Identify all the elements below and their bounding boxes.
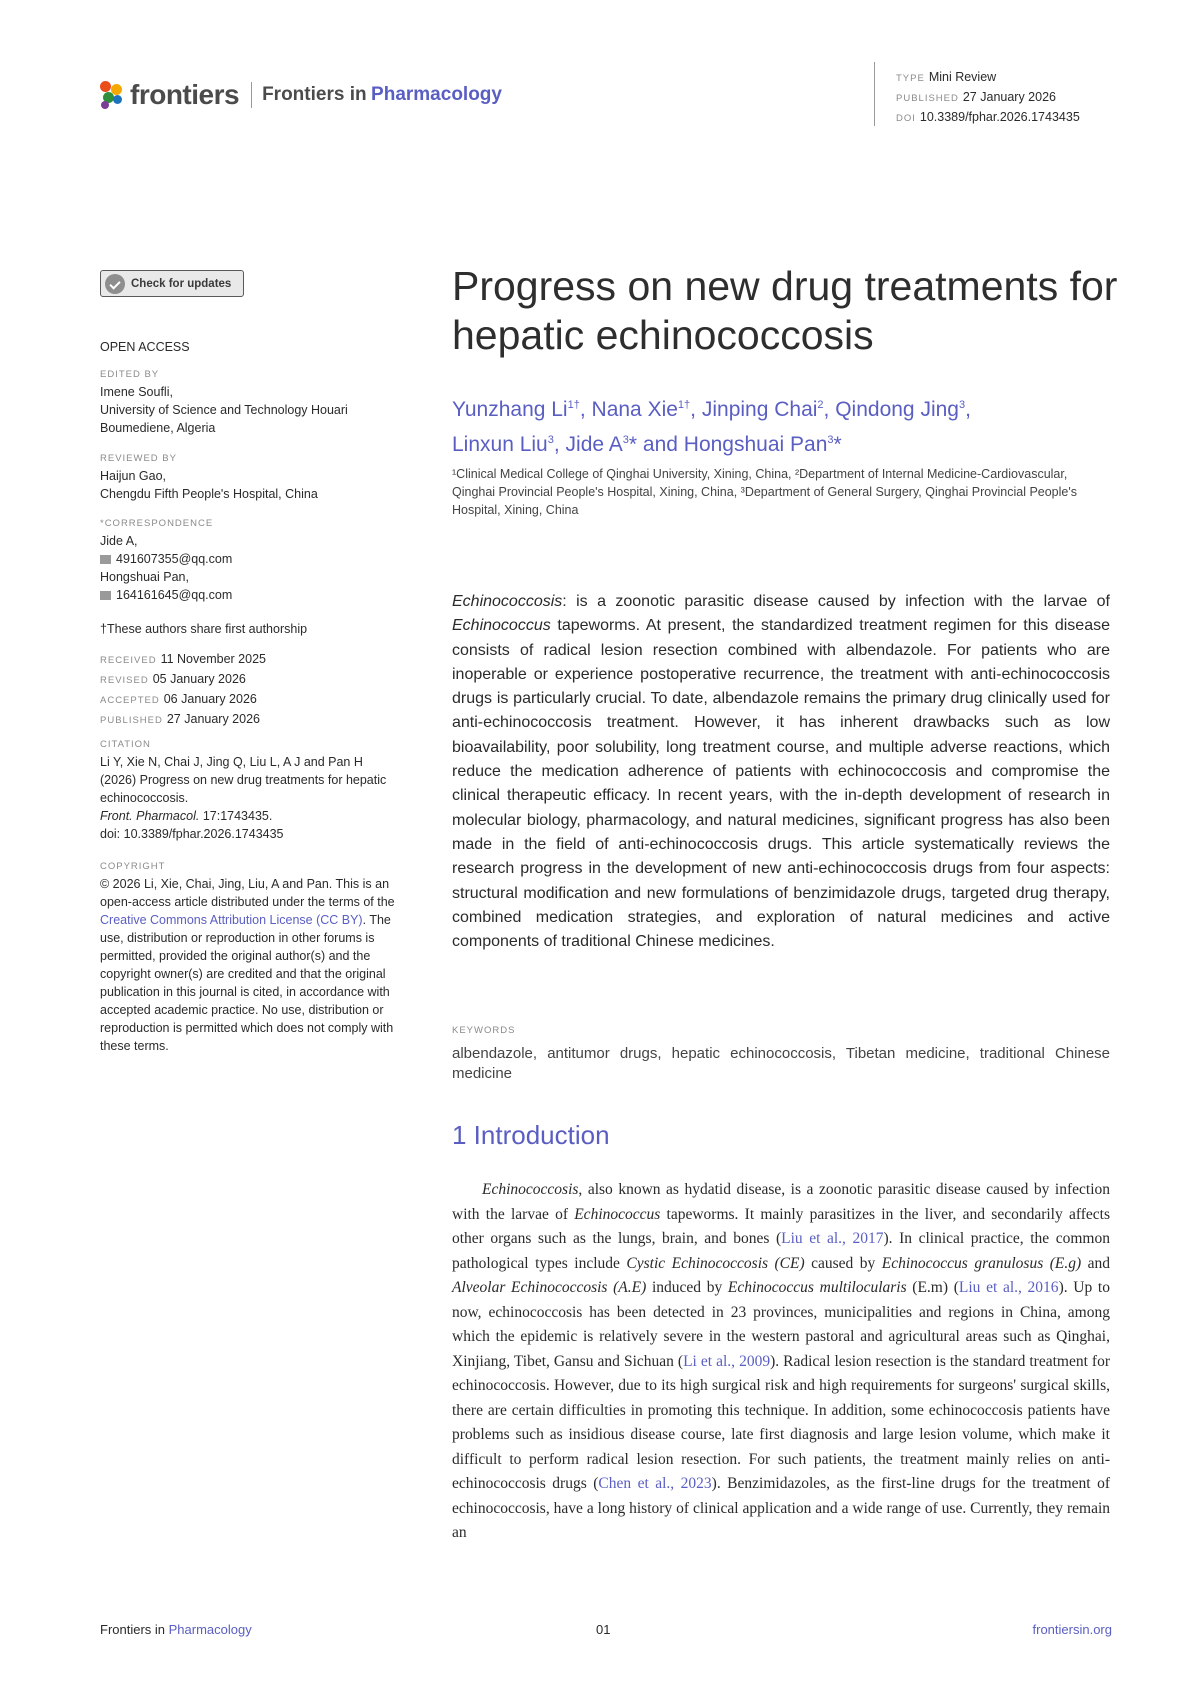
citation-doi[interactable]: doi: 10.3389/fphar.2026.1743435 — [100, 827, 284, 841]
frontiers-wordmark: frontiers — [130, 79, 240, 110]
citation-link[interactable]: Chen et al., 2023 — [598, 1475, 712, 1492]
article-meta: TYPE Mini Review PUBLISHED 27 January 2026 DOI 10.3389/fphar.2026.1743435 — [896, 70, 1080, 124]
abstract: Echinococcosis: is a zoonotic parasitic disease caused by infection with the larvae of Echinococcus tapeworms. At present, the standardized treatment regimen for this disease consists of radical lesion resection combined with albendazole. For patients who are inoperable or experience postoperative recurrence, the treatment with anti-echinococcosis drugs is particularly crucial. To date, albendazole remains the primary drug clinically used for anti-echinococcosis treatment. However, it has inherent drawbacks such as low bioavailability, poor solubility, long treatment course, and multiple adverse reactions, which reduce the medication adherence of patients with echinococcosis and compromise the clinical therapeutic efficacy. In recent years, with the in-depth development of research in molecular biology, pharmacology, and natural medicines, significant progress has also been made in the field of anti-echinococcosis drugs. This article systematically reviews the research progress in the development of new anti-echinococcosis drugs from four aspects: structural modification and new formulations of benzimidazole drugs, targeted drug therapy, combined medication strategies, and exploration of natural medicines and active components of traditional Chinese medicines. — [452, 593, 1110, 951]
mail-icon — [100, 555, 111, 564]
check-icon — [105, 274, 125, 294]
author-link[interactable]: Yunzhang Li — [452, 398, 568, 421]
keywords: albendazole, antitumor drugs, hepatic echinococcosis, Tibetan medicine, traditional Chinese medicine — [452, 1045, 1110, 1082]
author-link[interactable]: Linxun Liu — [452, 433, 548, 456]
section-heading-introduction: 1 Introduction — [452, 1120, 610, 1150]
correspondence-block: *CORRESPONDENCE Jide A, 491607355@qq.com Hongshuai Pan, 164161645@qq.com — [100, 518, 233, 602]
article-title: Progress on new drug treatments for hepatic echinococcosis — [452, 263, 1118, 358]
page-number: 01 — [596, 1622, 611, 1637]
citation-link[interactable]: Li et al., 2009 — [683, 1352, 771, 1370]
brand-divider — [251, 82, 252, 108]
footer-site-link[interactable]: frontiersin.org — [1032, 1622, 1112, 1637]
journal-prefix: Frontiers in — [262, 84, 367, 105]
journal-brand[interactable] — [100, 78, 502, 112]
license-link[interactable]: Creative Commons Attribution License (CC BY) — [100, 913, 363, 927]
email-link[interactable]: 164161645@qq.com — [116, 588, 233, 602]
affiliations: ¹Clinical Medical College of Qinghai University, Xining, China, ²Department of Internal Medicine-Cardiovascular, Qinghai Provincial People's Hospital, Xining, China, ³Department of General Surgery, Qinghai Provincial People's Hospital, Xining, China — [452, 467, 1077, 517]
keywords-label: KEYWORDS — [452, 1025, 516, 1036]
journal-name: Pharmacology — [371, 84, 502, 105]
citation-block: CITATION Li Y, Xie N, Chai J, Jing Q, Liu L, A J and Pan H (2026) Progress on new drug treatments for hepatic echinococcosis. Front. Pharmacol. 17:1743435. doi: 10.3389/fphar.2026.1743435 — [100, 739, 387, 841]
author-link[interactable]: Hongshuai Pan — [683, 433, 828, 456]
author-list: Yunzhang $Li^{1\dagger}$, Nana Xie$^{1\dagger}$, Jinping Chai$^2$, Qindong Jing$^3$, Linxun Liu$^3$, Jide $A^3*$ and Hongshuai Pan$^3$* — [452, 398, 971, 456]
open-access-label: OPEN ACCESS — [100, 340, 190, 354]
author-link[interactable]: Jinping Chai — [701, 398, 818, 421]
citation-link[interactable]: Liu et al., 2017 — [781, 1230, 884, 1247]
email-link[interactable]: 491607355@qq.com — [116, 552, 233, 566]
edited-by-block: EDITED BY Imene Soufli, University of Science and Technology Houari Boumediene, Algeria — [100, 369, 348, 435]
dates-block: RECEIVED 11 November 2025 REVISED 05 January 2026 ACCEPTED 06 January 2026 PUBLISHED 27 January 2026 — [100, 652, 266, 726]
citation-link[interactable]: Liu et al., 2016 — [958, 1279, 1059, 1296]
author-link[interactable]: Nana Xie — [591, 398, 678, 421]
author-link[interactable]: Qindong Jing — [835, 398, 959, 421]
published-date: 27 January 2026 — [962, 90, 1056, 104]
footer-journal[interactable]: Frontiers in Pharmacology — [100, 1622, 252, 1637]
mail-icon — [100, 591, 111, 600]
introduction-paragraph: Echinococcosis, also known as hydatid disease, is a zoonotic parasitic disease caused by infection with the larvae of Echinococcus tapeworms. It mainly parasitizes in the liver, and secondarily affects other organs such as the lungs, brain, and bones (Liu et al., 2017). In clinical practice, the common pathological types include Cystic Echinococcosis (CE) caused by Echinococcus granulosus (E.g) and Alveolar Echinococcosis (A.E) induced by Echinococcus multilocularis (E.m) (Liu et al., 2016). Up to now, echinococcosis has been detected in 23 provinces, municipalities and regions in China, among which the epidemic is relatively severe in the western pastoral and agricultural areas such as Qinghai, Xinjiang, Tibet, Gansu and Sichuan (Li et al., 2009). Radical lesion resection is the standard treatment for echinococcosis. However, due to its high surgical risk and high requirements for surgeons' surgical skills, there are certain difficulties in promoting this technique. In addition, some echinococcosis patients have problems such as insidious disease course, late first diagnosis and large lesion volume, which make it difficult to perform radical lesion resection. For such patients, the treatment mainly relies on anti-echinococcosis drugs (Chen et al., 2023). Benzimidazoles, as the first-line drugs for the treatment of echinococcosis, have a long history of clinical application and a wide range of use. Currently, they remain an — [452, 1181, 1111, 1541]
copyright-block: COPYRIGHT © 2026 Li, Xie, Chai, Jing, Liu, A and Pan. This is an open-access article distributed under the terms of the Creative Commons Attribution License (CC BY). The use, distribution or reproduction in other forums is permitted, provided the original author(s) and the copyright owner(s) are credited and that the original publication in this journal is cited, in accordance with accepted academic practice. No use, distribution or reproduction is permitted which does not comply with these terms. — [100, 861, 395, 1053]
article-doi[interactable]: 10.3389/fphar.2026.1743435 — [919, 110, 1080, 124]
author-link[interactable]: Jide A — [565, 433, 623, 456]
frontiers-logo-icon — [100, 81, 124, 109]
reviewed-by-block: REVIEWED BY Haijun Gao, Chengdu Fifth People's Hospital, China — [100, 453, 318, 501]
meta-divider — [874, 62, 875, 126]
article-type: Mini Review — [928, 70, 997, 84]
check-for-updates-button[interactable]: Check for updates — [100, 270, 244, 297]
first-authorship-note: †These authors share first authorship — [100, 622, 308, 636]
